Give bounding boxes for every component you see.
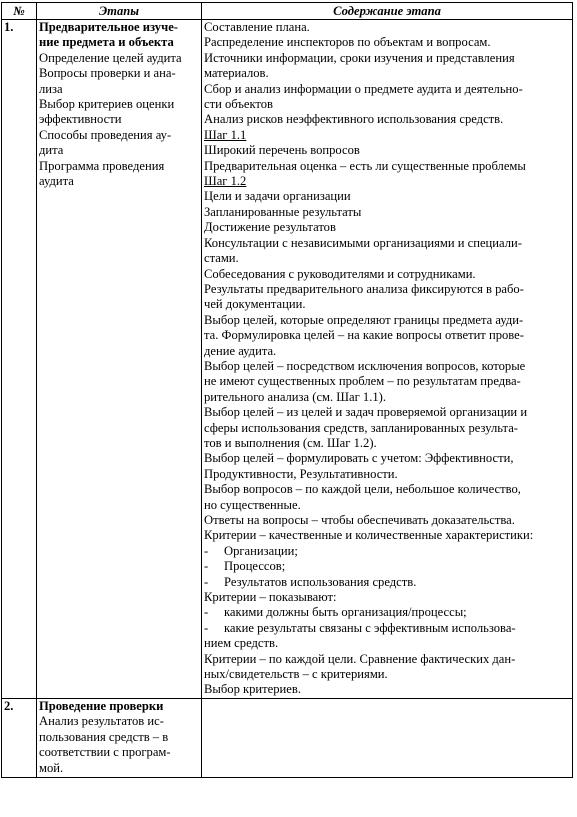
content-line: Ответы на вопросы – чтобы обеспечивать доказательства. bbox=[204, 513, 515, 527]
content-line: Выбор критериев. bbox=[204, 682, 301, 697]
content-line: нием средств. bbox=[204, 636, 279, 651]
content-line: Составление плана. bbox=[204, 20, 310, 34]
content-line: Выбор вопросов – по каждой цели, небольшое количество, bbox=[204, 482, 521, 497]
content-line: материалов. bbox=[204, 66, 269, 81]
content-line: но существенные. bbox=[204, 497, 301, 512]
content-line: рительного анализа (см. Шаг 1.1). bbox=[204, 389, 387, 404]
content-line: Критерии – по каждой цели. Сравнение фактических дан- bbox=[204, 651, 516, 666]
dash-bullet: - bbox=[204, 559, 209, 574]
row-number: 2. bbox=[2, 698, 37, 777]
stage-line: Выбор критериев оценки bbox=[39, 97, 175, 112]
table-row bbox=[2, 20, 573, 699]
criteria-list-item bbox=[204, 559, 570, 574]
criteria-list-item bbox=[204, 605, 570, 620]
stage-title-line: Предварительное изуче- bbox=[39, 20, 178, 34]
content-line: Анализ рисков неэффективного использования средств. bbox=[204, 112, 504, 127]
content-line: Запланированные результаты bbox=[204, 204, 362, 219]
content-line: тов и выполнения (см. Шаг 1.2). bbox=[204, 435, 377, 450]
stage-cell bbox=[37, 698, 202, 777]
audit-stages-table bbox=[1, 2, 573, 778]
content-cell bbox=[202, 698, 573, 777]
table-header-row bbox=[2, 3, 573, 20]
row-number: 1. bbox=[2, 20, 37, 699]
content-line: ных/свидетельств – с критериями. bbox=[204, 667, 388, 682]
content-line: Критерии – качественные и количественные характеристики: bbox=[204, 528, 534, 543]
stage-line: пользования средств – в bbox=[39, 729, 169, 744]
content-line: дение аудита. bbox=[204, 343, 277, 358]
criteria-list-item bbox=[204, 621, 570, 636]
step-label: Шаг 1.2 bbox=[204, 174, 247, 189]
stage-line: Способы проведения ау- bbox=[39, 127, 172, 142]
content-line: Критерии – показывают: bbox=[204, 590, 337, 605]
header-content: Содержание этапа bbox=[202, 3, 573, 20]
dash-bullet: - bbox=[204, 574, 209, 589]
content-cell bbox=[202, 20, 573, 699]
stage-line: Анализ результатов ис- bbox=[39, 714, 164, 729]
criteria-item-text: Процессов; bbox=[224, 559, 286, 574]
criteria-list-item bbox=[204, 544, 570, 559]
stage-title-line: Проведение проверки bbox=[39, 698, 164, 713]
stage-line: Программа проведения bbox=[39, 158, 165, 173]
content-line: сферы использования средств, запланированных результа- bbox=[204, 420, 518, 435]
header-stage: Этапы bbox=[37, 3, 202, 20]
criteria-list-item bbox=[204, 575, 570, 590]
stage-title-line: ние предмета и объекта bbox=[39, 35, 174, 50]
stage-line: соответствии с програм- bbox=[39, 745, 171, 760]
stage-line: Определение целей аудита bbox=[39, 50, 182, 65]
stage-line: Вопросы проверки и ана- bbox=[39, 66, 176, 81]
content-line: Выбор целей, которые определяют границы предмета ауди- bbox=[204, 312, 524, 327]
stage-line: мой. bbox=[39, 760, 64, 775]
step-label: Шаг 1.1 bbox=[204, 127, 247, 142]
dash-bullet: - bbox=[204, 620, 209, 635]
content-line: стами. bbox=[204, 251, 239, 266]
content-line: Продуктивности, Результативности. bbox=[204, 466, 398, 481]
content-line: Достижение результатов bbox=[204, 220, 336, 235]
dash-bullet: - bbox=[204, 605, 209, 620]
dash-bullet: - bbox=[204, 543, 209, 558]
stage-cell bbox=[37, 20, 202, 699]
content-line: Консультации с независимыми организациями и специали- bbox=[204, 235, 522, 250]
content-line: Цели и задачи организации bbox=[204, 189, 351, 204]
content-line: Выбор целей – формулировать с учетом: Эффективности, bbox=[204, 451, 514, 466]
content-line: Широкий перечень вопросов bbox=[204, 143, 360, 158]
content-line: Сбор и анализ информации о предмете аудита и деятельно- bbox=[204, 81, 523, 96]
content-line: чей документации. bbox=[204, 297, 306, 312]
content-line: Собеседования с руководителями и сотрудниками. bbox=[204, 266, 476, 281]
stage-line: эффективности bbox=[39, 112, 122, 127]
criteria-item-text: какими должны быть организация/процессы; bbox=[224, 605, 467, 620]
criteria-item-text: какие результаты связаны с эффективным использова- bbox=[224, 620, 516, 635]
header-num: № bbox=[2, 3, 37, 20]
stage-line: аудита bbox=[39, 174, 74, 189]
content-line: Предварительная оценка – есть ли существенные проблемы bbox=[204, 158, 526, 173]
content-line: сти объектов bbox=[204, 97, 274, 112]
content-line: Выбор целей – посредством исключения вопросов, которые bbox=[204, 358, 526, 373]
criteria-item-text: Организации; bbox=[224, 543, 298, 558]
stage-line: лиза bbox=[39, 81, 63, 96]
content-line: Источники информации, сроки изучения и представления bbox=[204, 50, 515, 65]
content-line: та. Формулировка целей – на какие вопросы ответит прове- bbox=[204, 328, 524, 343]
content-line: Распределение инспекторов по объектам и вопросам. bbox=[204, 35, 491, 50]
criteria-item-text: Результатов использования средств. bbox=[224, 574, 417, 589]
content-line: Выбор целей – из целей и задач проверяемой организации и bbox=[204, 405, 528, 420]
content-line: не имеют существенных проблем – по результатам предва- bbox=[204, 374, 521, 389]
table-row bbox=[2, 698, 573, 777]
content-line: Результаты предварительного анализа фиксируются в рабо- bbox=[204, 281, 524, 296]
stage-line: дита bbox=[39, 143, 64, 158]
